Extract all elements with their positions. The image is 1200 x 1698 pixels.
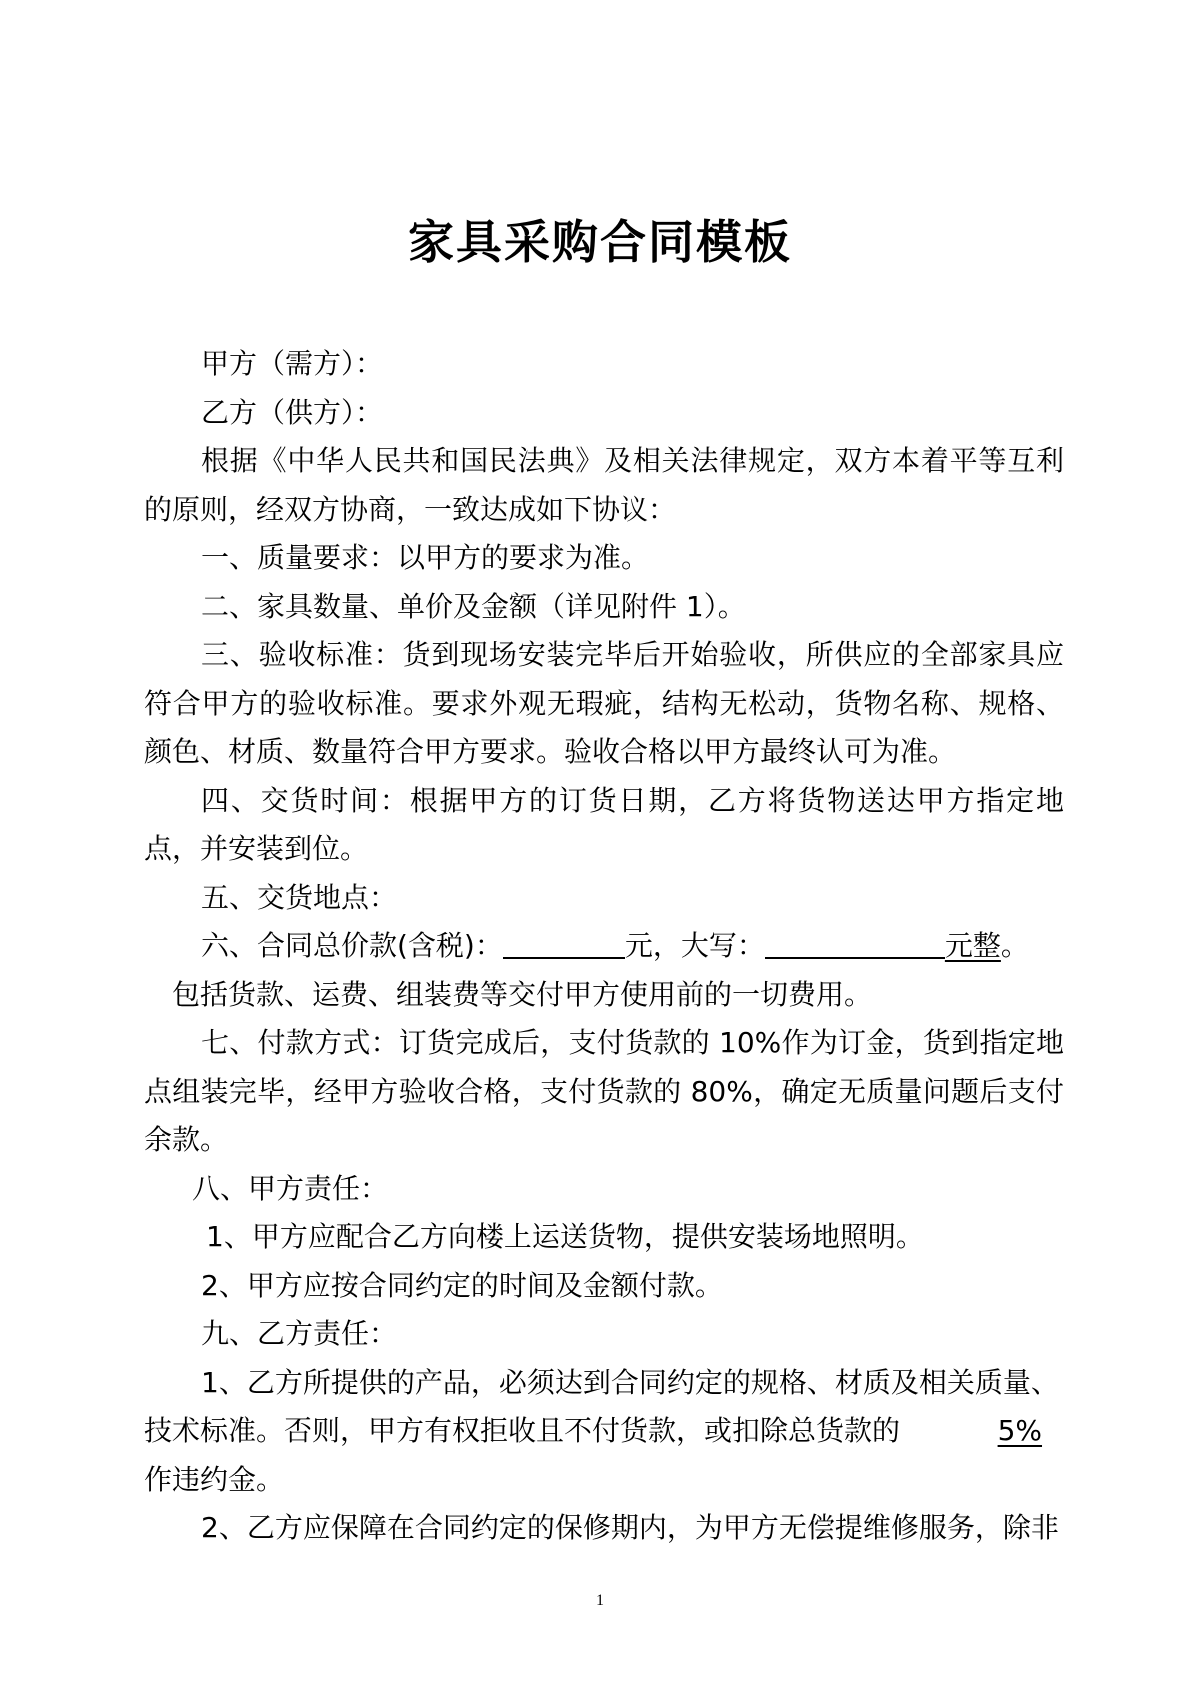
clause-9-item-2: 2、乙方应保障在合同约定的保修期内，为甲方无偿提维修服务，除非	[201, 1511, 1059, 1544]
clause-2-quantity-price: 二、家具数量、单价及金额（详见附件 1）。	[201, 589, 746, 623]
total-price-words-blank	[765, 927, 945, 959]
clause-9-item-1-line-1: 1、乙方所提供的产品，必须达到合同约定的规格、材质及相关质量、	[201, 1365, 1059, 1399]
clause-5-delivery-place: 五、交货地点：	[201, 880, 398, 914]
preamble-paragraph: 根据《中华人民共和国民法典》及相关法律规定，双方本着平等互利的原则，经双方协商，一致达成如下协议：	[144, 444, 1064, 526]
party-a-line: 甲方（需方）：	[201, 347, 384, 380]
clause-8-item-1: 1、甲方应配合乙方向楼上运送货物，提供安装场地照明。	[206, 1220, 924, 1253]
penalty-percentage: 5%	[997, 1414, 1043, 1447]
clause-4-delivery-time: 四、交货时间：根据甲方的订货日期，乙方将货物送达甲方指定地点，并安装到位。	[144, 783, 1064, 865]
clause-6-inclusions: 包括货款、运费、组装费等交付甲方使用前的一切费用。	[172, 977, 873, 1011]
clause-3-acceptance: 三、验收标准：货到现场安装完毕后开始验收，所供应的全部家具应符合甲方的验收标准。要求外观无瑕疵，结构无松动，货物名称、规格、颜色、材质、数量符合甲方要求。验收合格以甲方最终认可为准。	[144, 638, 1064, 768]
clause-9-item-1-line-3: 作违约金。	[144, 1462, 285, 1496]
clause-9-item-1-line-2	[144, 1407, 1064, 1456]
clause-1-quality: 一、质量要求：以甲方的要求为准。	[201, 541, 650, 574]
document-title: 家具采购合同模板	[408, 215, 792, 269]
party-b-line: 乙方（供方）：	[201, 395, 384, 429]
clause-6-yuan: 元，大写：	[624, 929, 765, 962]
clause-8-heading: 八、甲方责任：	[192, 1171, 389, 1205]
clause-6-end: 。	[1000, 929, 1029, 962]
clause-9-heading: 九、乙方责任：	[201, 1317, 398, 1350]
clause-9-item-1-text: 技术标准。否则，甲方有权拒收且不付货款，或扣除总货款的	[144, 1414, 901, 1447]
clause-7-payment: 七、付款方式：订货完成后，支付货款的 10%作为订金，货到指定地点组装完毕，经甲方验收合格，支付货款的 80%，确定无质量问题后支付余款。	[144, 1026, 1064, 1156]
contract-body	[144, 340, 1064, 1553]
clause-8-item-2: 2、甲方应按合同约定的时间及金额付款。	[201, 1268, 723, 1302]
page-number: 1	[596, 1592, 604, 1609]
clause-6-yuan-zheng: 元整	[944, 929, 1001, 962]
clause-6-prefix: 六、合同总价款(含税)：	[201, 929, 503, 962]
total-price-blank	[503, 927, 625, 959]
clause-6-total-price	[144, 922, 1064, 971]
